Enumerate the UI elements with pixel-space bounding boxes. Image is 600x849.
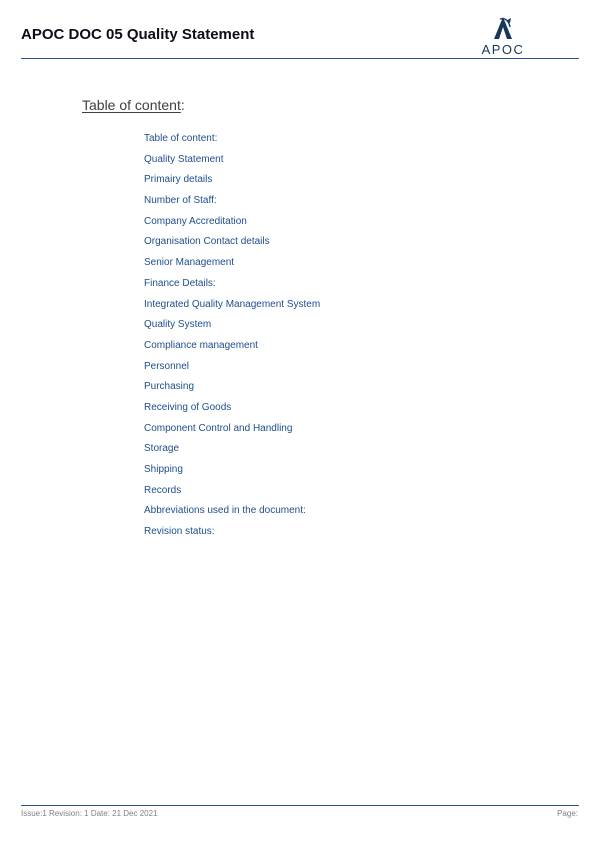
toc-link-organisation-contact-details[interactable]: Organisation Contact details [144,236,270,248]
toc-link-receiving-of-goods[interactable]: Receiving of Goods [144,401,232,413]
toc-link-finance-details[interactable]: Finance Details: [144,277,216,289]
toc-link-quality-system[interactable]: Quality System [144,319,212,331]
apoc-logo [470,15,536,57]
footer-page-label: Page: [557,809,578,818]
toc-heading [82,97,185,113]
toc-link-storage[interactable]: Storage [144,443,180,455]
toc-link-table-of-content[interactable]: Table of content: [144,133,218,144]
apoc-logo-icon [470,15,536,43]
footer-issue-info: Issue:1 Revision: 1 Date: 21 Dec 2021 [21,809,158,818]
toc-list [144,131,320,545]
toc-link-primary-details[interactable]: Primairy details [144,174,213,186]
toc-link-abbreviations[interactable]: Abbreviations used in the document: [144,505,306,517]
toc-heading-text: Table of content [82,97,181,113]
toc-link-purchasing[interactable]: Purchasing [144,381,195,393]
toc-link-compliance-management[interactable]: Compliance management [144,339,258,351]
toc-heading-colon: : [180,97,185,113]
toc-link-number-of-staff[interactable]: Number of Staff: [144,195,217,207]
toc-link-company-accreditation[interactable]: Company Accreditation [144,215,247,227]
document-title: APOC DOC 05 Quality Statement [21,26,255,43]
footer-divider [21,805,579,806]
logo-text: APOC [481,42,525,57]
toc-link-component-control[interactable]: Component Control and Handling [144,422,293,434]
header-divider [21,58,579,59]
toc-link-records[interactable]: Records [144,484,182,496]
toc-link-quality-statement[interactable]: Quality Statement [144,153,224,165]
toc-link-personnel[interactable]: Personnel [144,360,190,372]
toc-link-senior-management[interactable]: Senior Management [144,257,235,269]
toc-link-shipping[interactable]: Shipping [144,464,183,475]
toc-link-integrated-qms[interactable]: Integrated Quality Management System [144,298,321,310]
toc-link-revision-status[interactable]: Revision status: [144,526,215,538]
